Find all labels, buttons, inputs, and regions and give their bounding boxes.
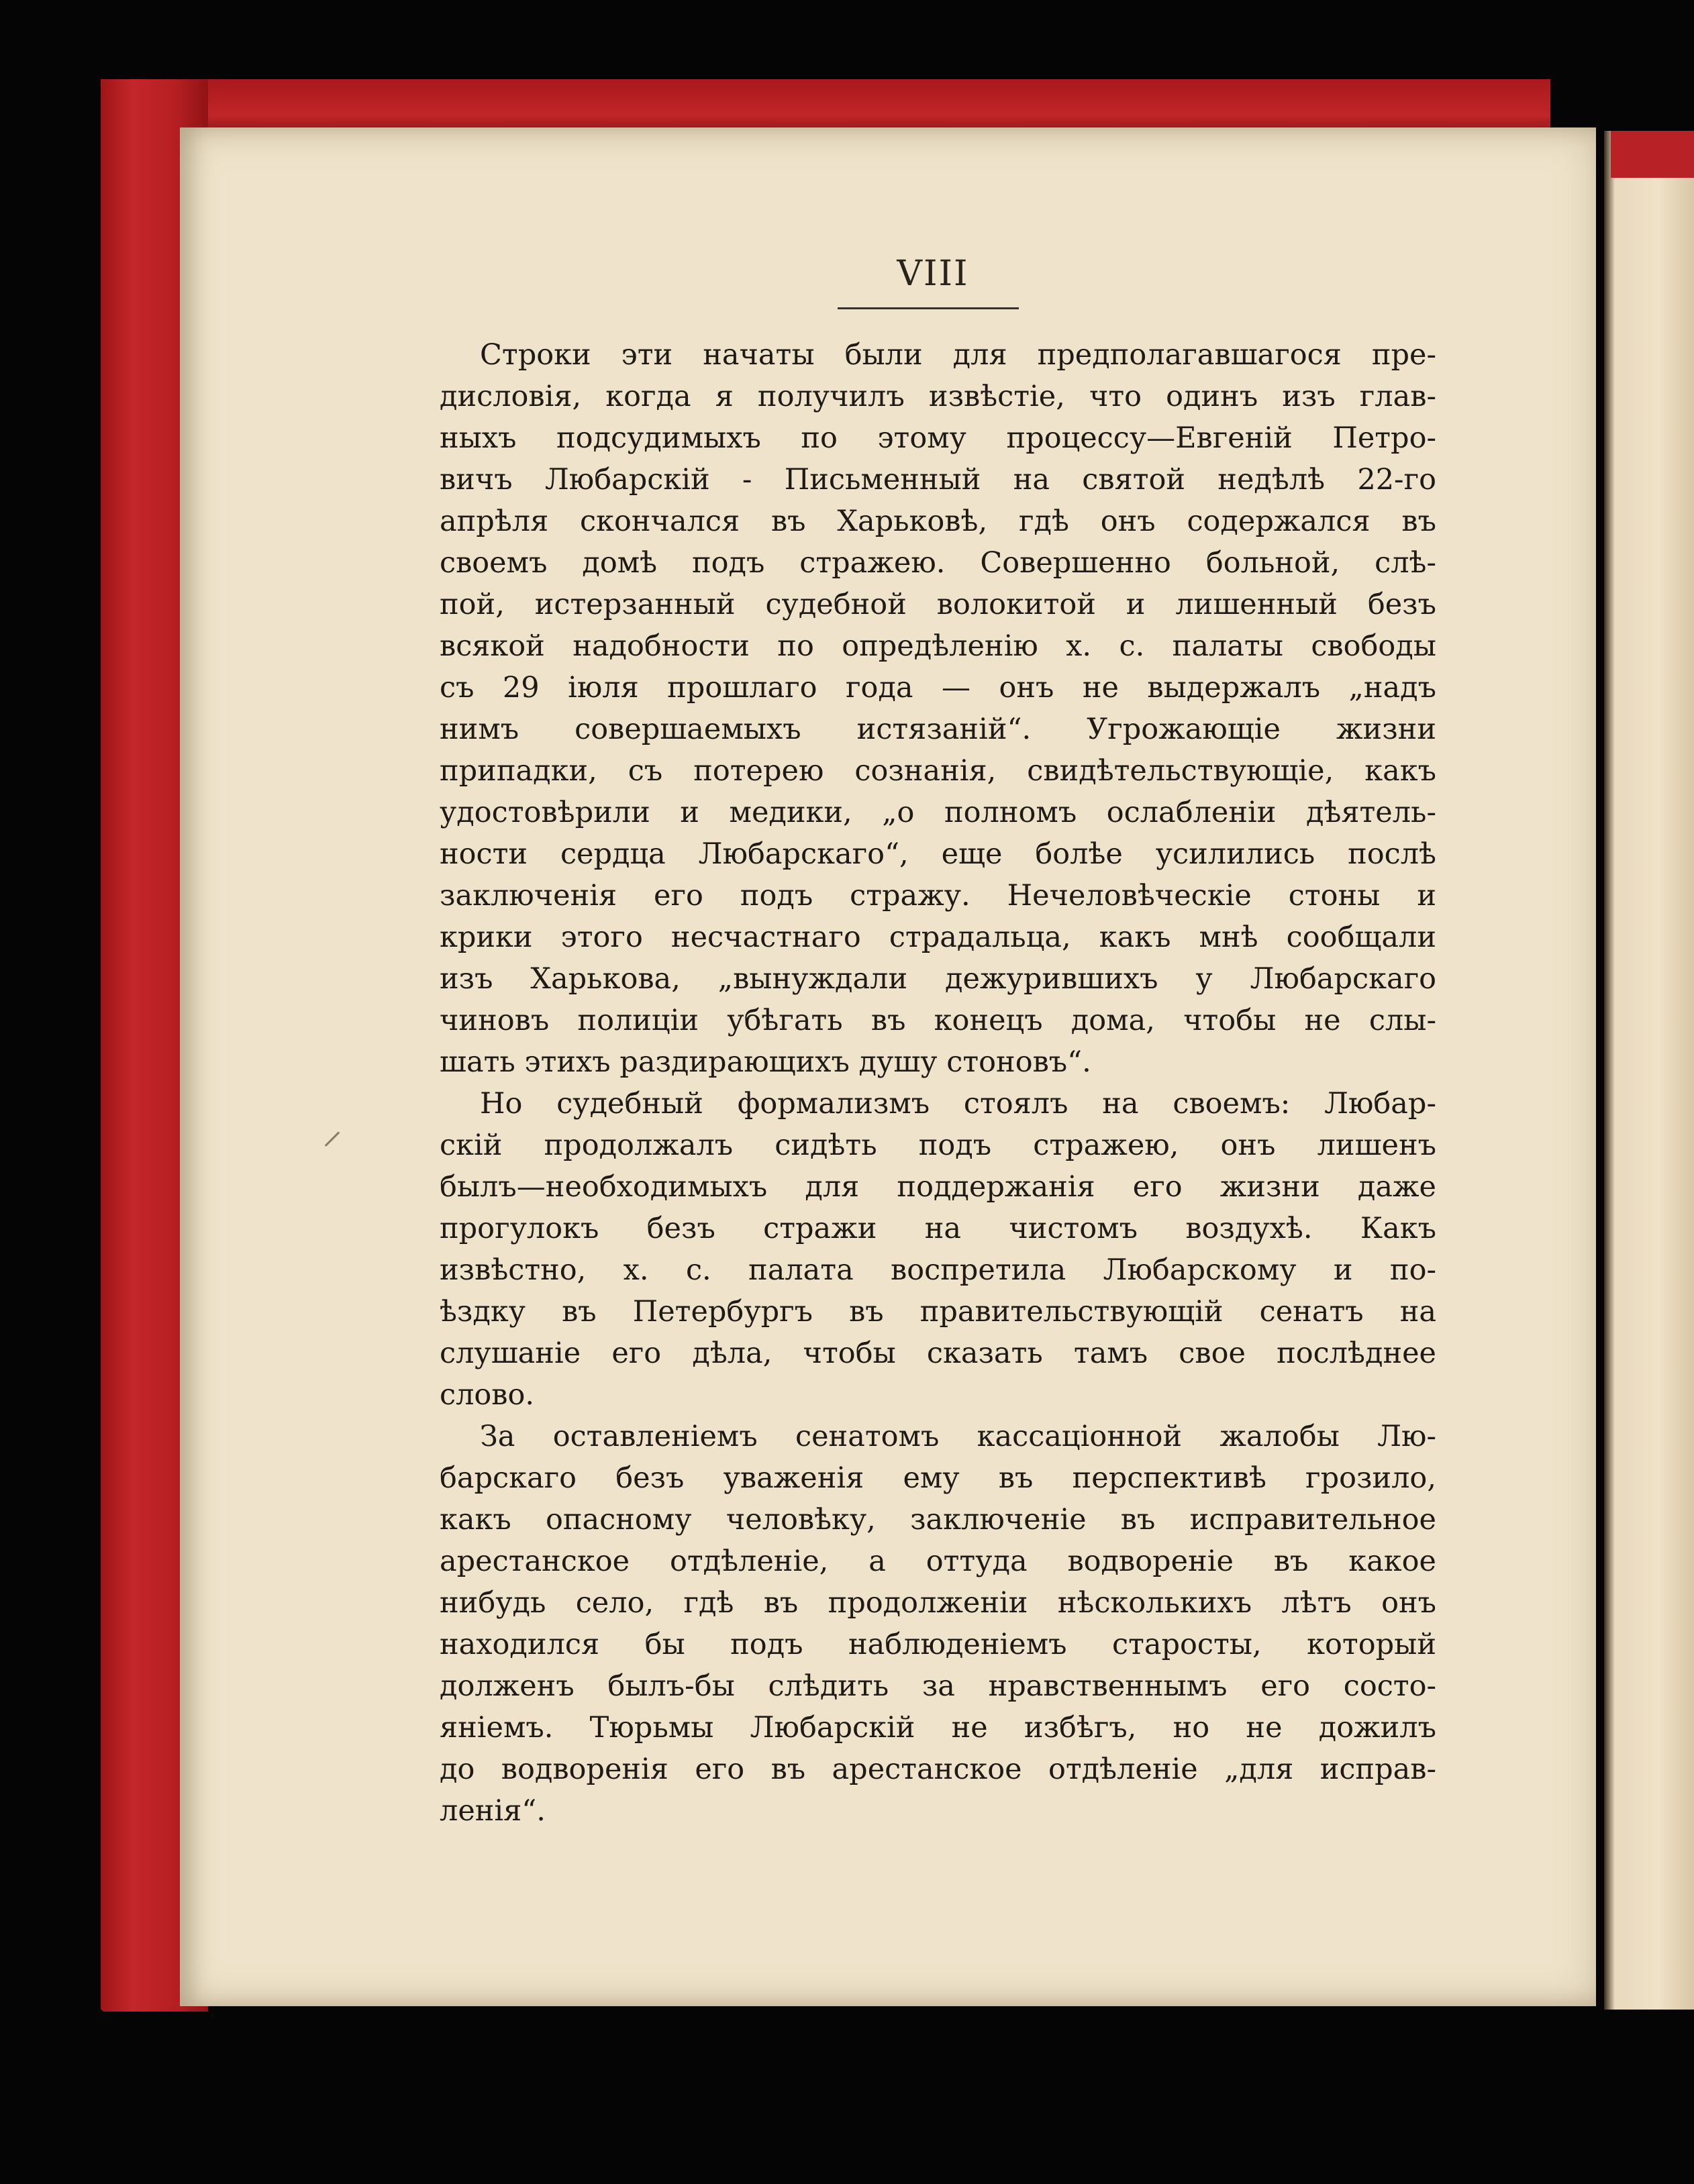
text-line: шать этихъ раздирающихъ душу стоновъ“. <box>440 1045 1091 1079</box>
page-number: VIII <box>897 254 969 294</box>
text-line: вичъ Любарскій - Письменный на святой недѣлѣ 22-го <box>440 463 1436 497</box>
text-line: яніемъ. Тюрьмы Любарскій не избѣгъ, но не дожилъ <box>440 1711 1436 1745</box>
text-line: удостовѣрили и медики, „о полномъ ослабленіи дѣятель- <box>440 796 1436 829</box>
next-page-edge <box>1604 131 1694 2010</box>
text-line: пой, истерзанный судебной волокитой и лишенный безъ <box>440 588 1436 621</box>
text-line: какъ опасному человѣку, заключеніе въ исправительное <box>440 1503 1436 1537</box>
text-line: изъ Харькова, „вынуждали дежурившихъ у Любарскаго <box>440 962 1436 996</box>
text-line: нимъ совершаемыхъ истязаній“. Угрожающіе жизни <box>440 713 1436 746</box>
text-line: крики этого несчастнаго страдальца, какъ мнѣ сообщали <box>440 921 1436 954</box>
text-line: ѣздку въ Петербургъ въ правительствующій сенатъ на <box>440 1295 1436 1329</box>
text-line: чиновъ полиціи убѣгать въ конецъ дома, чтобы не слы- <box>440 1004 1436 1037</box>
text-line: ныхъ подсудимыхъ по этому процессу—Евгеній Петро- <box>440 421 1436 455</box>
book-cover-right <box>1611 131 1694 178</box>
text-line: дисловія, когда я получилъ извѣстіе, что одинъ изъ глав- <box>440 380 1436 413</box>
text-line: слушаніе его дѣла, чтобы сказать тамъ свое послѣднее <box>440 1337 1436 1370</box>
text-line: прогулокъ безъ стражи на чистомъ воздухѣ. Какъ <box>440 1212 1436 1245</box>
text-line: За оставленіемъ сенатомъ кассаціонной жалобы Лю- <box>480 1420 1436 1453</box>
text-line: извѣстно, х. с. палата воспретила Любарскому и по- <box>440 1253 1436 1287</box>
text-line: барскаго безъ уваженія ему въ перспективѣ грозило, <box>440 1461 1436 1495</box>
text-line: Строки эти начаты были для предполагавшагося пре- <box>480 338 1436 372</box>
text-line: до водворенія его въ арестанское отдѣленіе „для исправ- <box>440 1753 1436 1786</box>
text-line: съ 29 іюля прошлаго года — онъ не выдержалъ „надъ <box>440 671 1436 705</box>
body-text <box>440 334 1436 1832</box>
text-line: апрѣля скончался въ Харьковѣ, гдѣ онъ содержался въ <box>440 505 1436 538</box>
text-line: долженъ былъ-бы слѣдить за нравственнымъ его состо- <box>440 1669 1436 1703</box>
text-line: нибудь село, гдѣ въ продолженіи нѣсколькихъ лѣтъ онъ <box>440 1586 1436 1620</box>
text-line: слово. <box>440 1378 535 1412</box>
text-line: ности сердца Любарскаго“, еще болѣе усилились послѣ <box>440 837 1436 871</box>
text-line: всякой надобности по опредѣленію х. с. палаты свободы <box>440 629 1436 663</box>
text-line: Но судебный формализмъ стоялъ на своемъ: Любар- <box>480 1087 1436 1121</box>
text-line: ленія“. <box>440 1794 546 1828</box>
text-line: былъ—необходимыхъ для поддержанія его жизни даже <box>440 1170 1436 1204</box>
text-line: заключенія его подъ стражу. Нечеловѣческіе стоны и <box>440 879 1436 913</box>
text-line: находился бы подъ наблюденіемъ старосты, который <box>440 1628 1436 1661</box>
header-rule <box>838 307 1019 309</box>
margin-pencil-mark: ⸝ <box>322 1106 342 1153</box>
text-line: припадки, съ потерею сознанія, свидѣтельствующіе, какъ <box>440 754 1436 788</box>
text-line: арестанское отдѣленіе, а оттуда водвореніе въ какое <box>440 1545 1436 1578</box>
text-line: скій продолжалъ сидѣть подъ стражею, онъ лишенъ <box>440 1129 1436 1162</box>
text-line: своемъ домѣ подъ стражею. Совершенно больной, слѣ- <box>440 546 1436 580</box>
